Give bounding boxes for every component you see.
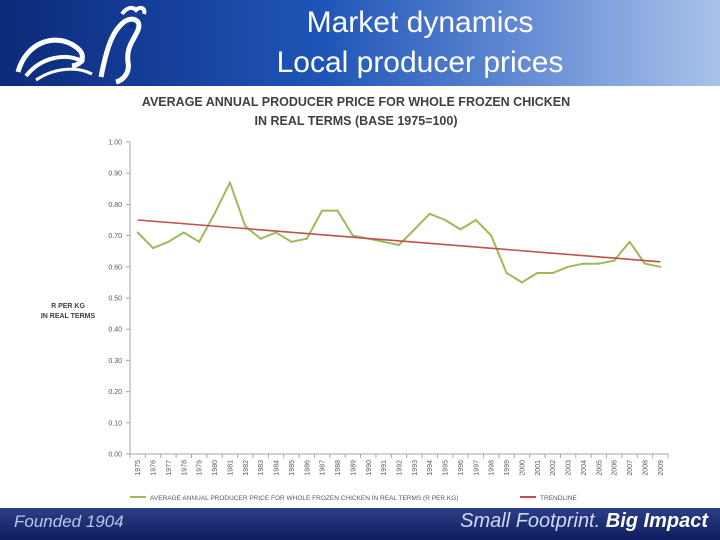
data-point-price — [183, 231, 185, 233]
data-point-price — [306, 238, 308, 240]
data-point-price — [490, 235, 492, 237]
data-point-price — [629, 241, 631, 243]
x-tick-label: 1984 — [273, 460, 281, 476]
y-axis-label-line1: R PER KG — [51, 303, 85, 310]
data-point-price — [398, 244, 400, 246]
x-tick-label: 1990 — [365, 460, 373, 476]
data-point-price — [413, 228, 415, 230]
y-tick-label: 0.00 — [108, 451, 122, 459]
x-tick-label: 1996 — [457, 460, 465, 476]
data-point-price — [659, 266, 661, 268]
data-point-price — [459, 228, 461, 230]
x-tick-label: 1977 — [165, 460, 173, 476]
x-tick-label: 1998 — [488, 460, 496, 476]
data-point-price — [521, 281, 523, 283]
data-point-price — [506, 272, 508, 274]
data-point-price — [214, 213, 216, 215]
y-tick-label: 0.90 — [108, 170, 122, 178]
x-tick-label: 1982 — [242, 460, 250, 476]
data-point-price — [536, 272, 538, 274]
slide-header — [0, 0, 720, 86]
y-tick-label: 0.80 — [108, 201, 122, 209]
x-tick-label: 1981 — [227, 460, 235, 476]
series-line-price — [138, 183, 661, 283]
slide-title-line1: Market dynamics — [306, 6, 534, 39]
x-tick-label: 1980 — [212, 460, 220, 476]
x-tick-label: 1999 — [504, 459, 512, 476]
data-point-price — [137, 231, 139, 233]
x-tick-label: 1987 — [319, 460, 327, 476]
y-tick-label: 0.10 — [108, 420, 122, 428]
chart-title-line1: AVERAGE ANNUAL PRODUCER PRICE FOR WHOLE FROZEN CHICKEN — [141, 95, 571, 109]
data-point-price — [429, 213, 431, 215]
y-tick-label: 0.20 — [108, 389, 122, 397]
y-axis-label-line2: IN REAL TERMS — [40, 313, 96, 320]
tagline-part1: Small Footprint. — [460, 510, 601, 532]
x-tick-label: 2007 — [627, 460, 635, 476]
data-point-price — [260, 238, 262, 240]
data-point-price — [444, 219, 446, 221]
x-tick-label: 2003 — [565, 460, 573, 476]
x-tick-label: 1989 — [350, 460, 358, 476]
data-point-price — [613, 260, 615, 262]
x-tick-label: 2004 — [580, 460, 588, 476]
data-point-price — [552, 272, 554, 274]
legend-label-price: AVERAGE ANNUAL PRODUCER PRICE FOR WHOLE FROZEN CHICKEN IN REAL TERMS (R PER KG) — [150, 495, 459, 502]
rooster-logo-icon — [6, 2, 156, 86]
x-tick-label: 1975 — [135, 460, 143, 476]
slide-footer — [0, 508, 720, 540]
x-tick-label: 1983 — [258, 460, 266, 476]
data-point-price — [167, 241, 169, 243]
y-tick-label: 0.40 — [108, 326, 122, 334]
y-tick-label: 1.00 — [108, 139, 122, 147]
y-tick-label: 0.30 — [108, 357, 122, 365]
data-point-price — [290, 241, 292, 243]
x-tick-label: 1988 — [335, 460, 343, 476]
data-point-price — [198, 241, 200, 243]
founded-text: Founded 1904 — [14, 512, 124, 531]
data-point-price — [244, 225, 246, 227]
x-tick-label: 2001 — [534, 460, 542, 476]
x-tick-label: 2009 — [657, 460, 665, 476]
data-point-price — [567, 266, 569, 268]
x-tick-label: 1993 — [411, 460, 419, 476]
x-tick-label: 1976 — [150, 460, 158, 476]
x-tick-label: 2008 — [642, 460, 650, 476]
data-point-price — [644, 263, 646, 265]
x-tick-label: 1979 — [196, 460, 204, 476]
data-point-price — [337, 210, 339, 212]
data-point-price — [383, 241, 385, 243]
x-tick-label: 1978 — [181, 460, 189, 476]
x-tick-label: 1985 — [288, 460, 296, 476]
trendline — [138, 220, 661, 262]
legend-label-trend: TRENDLINE — [540, 495, 577, 502]
data-point-price — [152, 247, 154, 249]
tagline-part2: Big Impact — [605, 510, 708, 532]
data-point-price — [598, 263, 600, 265]
slide-title-line2: Local producer prices — [276, 46, 564, 79]
chart-title-line2: IN REAL TERMS (BASE 1975=100) — [254, 114, 458, 128]
chart-legend — [130, 495, 578, 502]
y-tick-label: 0.70 — [108, 233, 122, 241]
price-chart — [0, 86, 720, 506]
x-tick-label: 2005 — [596, 460, 604, 476]
x-tick-label: 2006 — [611, 460, 619, 476]
y-tick-label: 0.60 — [108, 264, 122, 272]
data-point-price — [229, 182, 231, 184]
x-tick-label: 1991 — [381, 460, 389, 476]
data-point-price — [352, 235, 354, 237]
x-tick-label: 2002 — [550, 460, 558, 476]
y-tick-label: 0.50 — [108, 295, 122, 303]
data-point-price — [582, 263, 584, 265]
data-point-price — [321, 210, 323, 212]
x-tick-label: 1997 — [473, 460, 481, 476]
x-tick-label: 1994 — [427, 460, 435, 476]
data-point-price — [475, 219, 477, 221]
tagline — [460, 510, 708, 533]
x-tick-label: 2000 — [519, 460, 527, 476]
x-tick-label: 1992 — [396, 460, 404, 476]
x-tick-label: 1986 — [304, 460, 312, 476]
x-tick-label: 1995 — [442, 460, 450, 476]
